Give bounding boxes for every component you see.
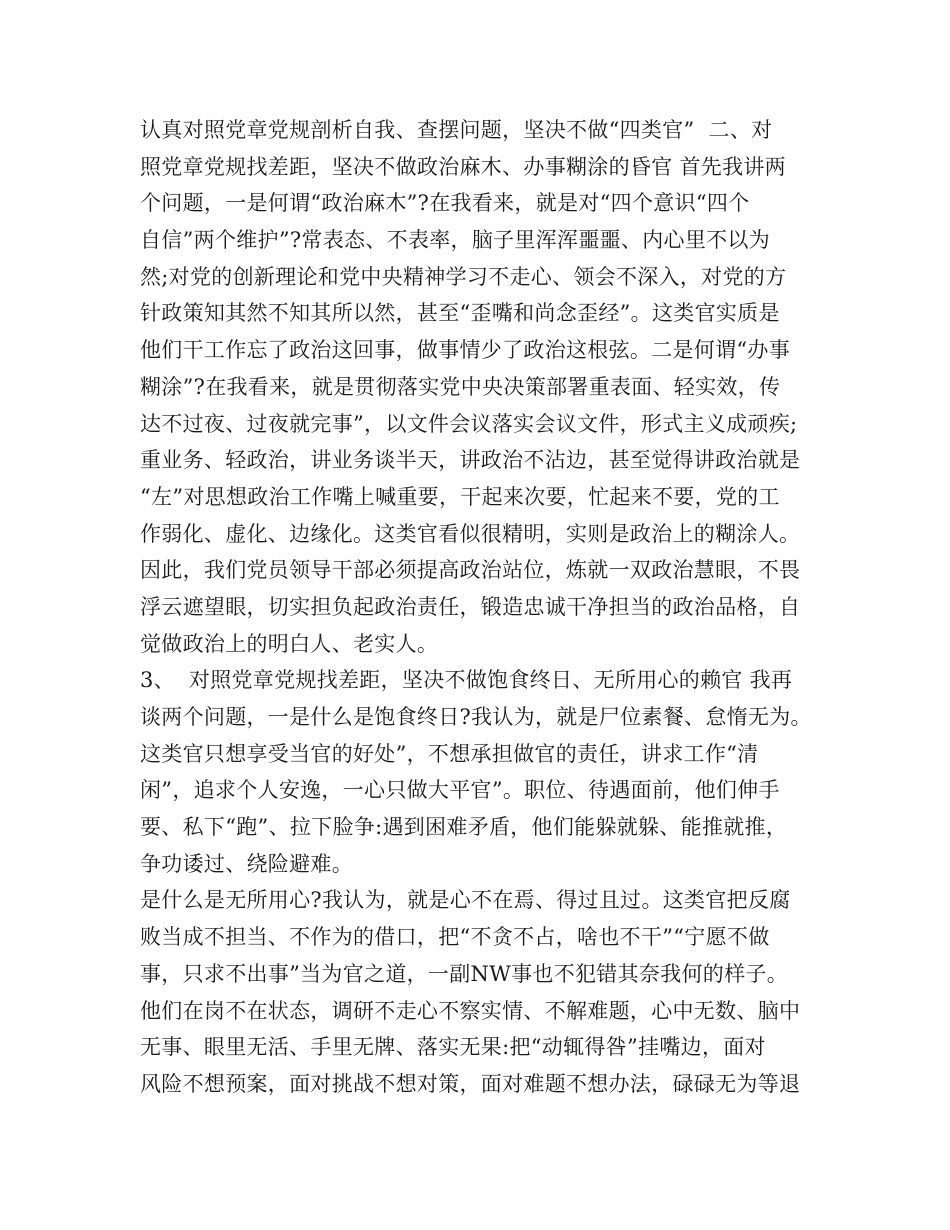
text-line: 自信”两个维护”?常表态、不表率，脑子里浑浑噩噩、内心里不以为 bbox=[140, 228, 771, 253]
text-line: 因此，我们党员领导干部必须提高政治站位，炼就一双政治慧眼，不畏 bbox=[140, 558, 801, 583]
text-line: 个问题，一是何谓“政治麻木”?在我看来，就是对“四个意识“四个 bbox=[140, 191, 750, 216]
text-line: 认真对照党章党规剖析自我、查摆问题，坚决不做“四类官” 二、对 bbox=[140, 118, 773, 142]
text-line: 这类官只想享受当官的好处”，不想承担做官的责任，讲求工作“清 bbox=[140, 741, 759, 766]
text-line: 觉做政治上的明白人、老实人。 bbox=[140, 631, 439, 656]
text-line: 他们干工作忘了政治这回事，做事情少了政治这根弦。二是何谓“办事 bbox=[140, 338, 791, 363]
text-line: 针政策知其然不知其所以然，甚至“歪嘴和尚念歪经”。这类官实质是 bbox=[140, 301, 780, 326]
text-line: 糊涂”?在我看来，就是贯彻落实党中央决策部署重表面、轻实效，传 bbox=[140, 374, 781, 399]
text-line: 然;对党的创新理论和党中央精神学习不走心、领会不深入，对党的方 bbox=[140, 264, 787, 289]
text-line: 事，只求不出事”当为官之道，一副NW事也不犯错其奈我何的样子。 bbox=[140, 961, 788, 986]
text-line: 风险不想预案，面对挑战不想对策，面对难题不想办法，碌碌无为等退 bbox=[140, 1071, 801, 1096]
text-line: 谈两个问题，一是什么是饱食终日?我认为，就是尸位素餐、怠惰无为。 bbox=[140, 705, 812, 729]
text-line: 照党章党规找差距，坚决不做政治麻木、办事糊涂的昏官 首先我讲两 bbox=[140, 154, 786, 179]
text-line: 争功诿过、绕险避难。 bbox=[140, 851, 353, 876]
text-line: 他们在岗不在状态，调研不走心不察实情、不解难题，心中无数、脑中 bbox=[140, 998, 801, 1023]
text-line: 要、私下“跑”、拉下脸争:遇到困难矛盾，他们能躲就躲、能推就推， bbox=[140, 815, 788, 840]
document-body bbox=[140, 112, 840, 1103]
text-line: 达不过夜、过夜就完事”，以文件会议落实会议文件，形式主义成顽疾; bbox=[140, 411, 798, 436]
text-line: 浮云遮望眼，切实担负起政治责任，锻造忠诚干净担当的政治品格，自 bbox=[140, 594, 801, 619]
text-line: 作弱化、虚化、边缘化。这类官看似很精明，实则是政治上的糊涂人。 bbox=[140, 521, 801, 546]
text-line: “左”对思想政治工作嘴上喊重要，干起来次要，忙起来不要，党的工 bbox=[140, 484, 780, 509]
text-line: 是什么是无所用心?我认为，就是心不在焉、得过且过。这类官把反腐 bbox=[140, 888, 791, 913]
text-line: 败当成不担当、不作为的借口，把“不贪不占，啥也不干”“宁愿不做 bbox=[140, 925, 770, 950]
text-line: 闲”，追求个人安逸，一心只做大平官”。职位、待遇面前，他们伸手 bbox=[140, 778, 780, 803]
text-line: 重业务、轻政治，讲业务谈半天，讲政治不沾边，甚至觉得讲政治就是 bbox=[140, 448, 801, 473]
section-heading-line: 3、 对照党章党规找差距，坚决不做饱食终日、无所用心的赖官 我再 bbox=[140, 668, 793, 693]
text-line: 无事、眼里无活、手里无牌、落实无果:把“动辄得咎”挂嘴边，面对 bbox=[140, 1035, 766, 1060]
